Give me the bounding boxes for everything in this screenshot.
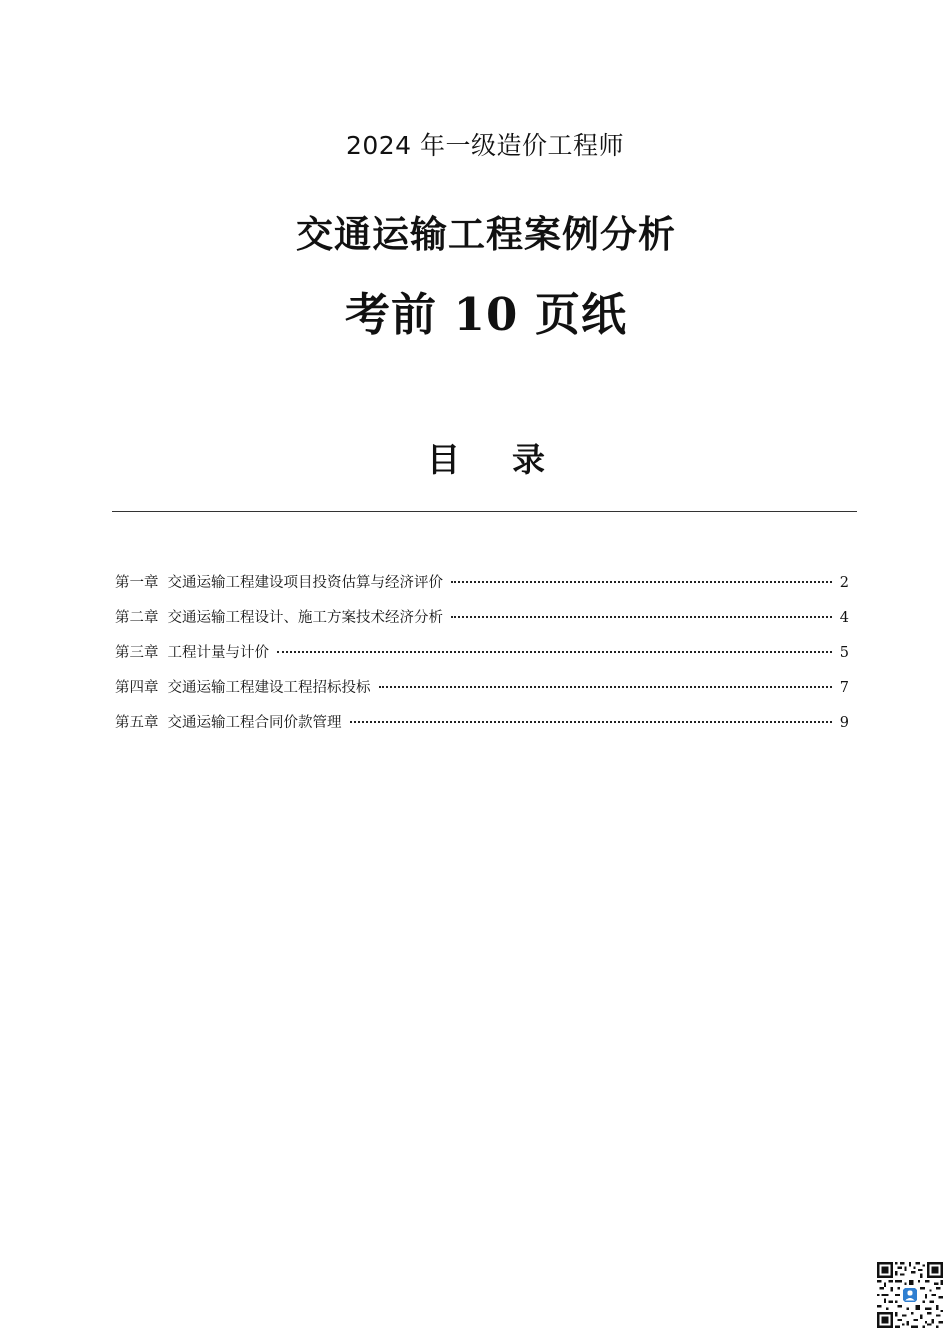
document-subtitle: 考前 10 页纸 [345,288,627,341]
toc-leader-dots [451,581,832,583]
toc-chapter: 第五章 [115,715,159,731]
toc-entry[interactable] [115,571,849,606]
toc-leader-dots [379,686,832,688]
toc-chapter: 第三章 [115,645,159,661]
toc-leader-dots [350,721,832,723]
toc-leader-dots [451,616,832,618]
toc-leader-dots [277,651,832,653]
toc-title: 交通运输工程设计、施工方案技术经济分析 [167,610,443,626]
divider [112,511,857,512]
qr-code-icon [877,1262,943,1328]
toc-page-number: 2 [839,575,849,591]
toc-title: 工程计量与计价 [167,645,269,661]
toc-entry[interactable] [115,711,849,746]
toc-list [115,571,849,746]
toc-entry[interactable] [115,676,849,711]
toc-chapter: 第一章 [115,575,159,591]
toc-chapter: 第四章 [115,680,159,696]
toc-page-number: 7 [839,680,849,696]
toc-page-number: 5 [839,645,849,661]
toc-entry[interactable] [115,606,849,641]
toc-page-number: 9 [839,715,849,731]
document-title: 交通运输工程案例分析 [296,213,676,256]
toc-heading-left: 目 [427,440,460,479]
toc-title: 交通运输工程合同价款管理 [167,715,342,731]
toc-chapter: 第二章 [115,610,159,626]
exam-name: 2024 年一级造价工程师 [345,131,625,160]
toc-entry[interactable] [115,641,849,676]
toc-page-number: 4 [839,610,849,626]
toc-heading [0,434,950,481]
toc-title: 交通运输工程建设项目投资估算与经济评价 [167,575,443,591]
toc-title: 交通运输工程建设工程招标投标 [167,680,371,696]
toc-heading-right: 录 [512,440,545,479]
